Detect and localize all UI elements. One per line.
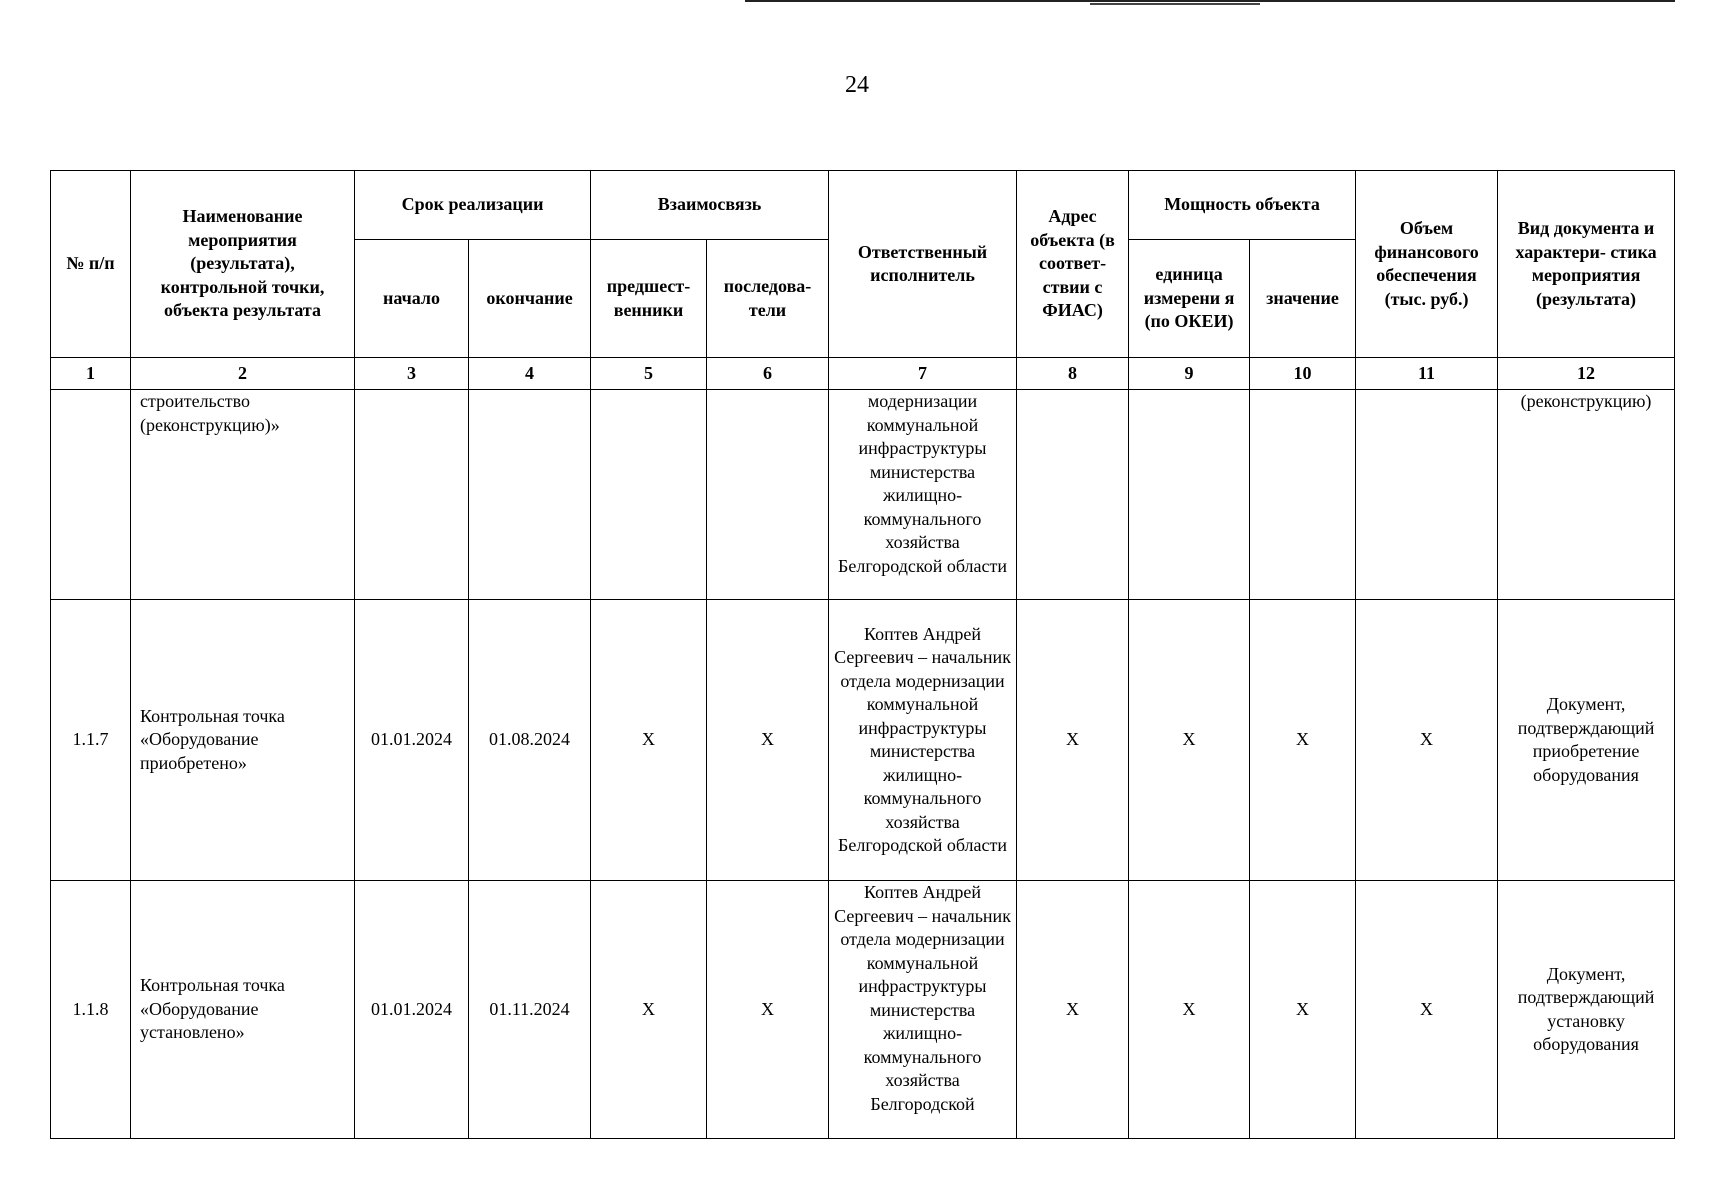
cell-num: 1.1.8 — [51, 881, 131, 1139]
column-number: 8 — [1017, 358, 1129, 390]
cell-value: Х — [1250, 881, 1356, 1139]
cell-unit — [1129, 390, 1250, 600]
column-number: 2 — [131, 358, 355, 390]
table-row — [51, 390, 1675, 600]
table-row — [51, 881, 1675, 1139]
cell-num: 1.1.7 — [51, 600, 131, 881]
scan-edge-line — [1090, 3, 1260, 5]
column-number: 4 — [469, 358, 591, 390]
cell-pred — [591, 390, 707, 600]
header-power: Мощность объекта — [1129, 171, 1356, 240]
cell-address: Х — [1017, 881, 1129, 1139]
cell-num — [51, 390, 131, 600]
cell-end: 01.11.2024 — [469, 881, 591, 1139]
column-number: 5 — [591, 358, 707, 390]
cell-executor: модернизации коммунальной инфраструктуры министерства жилищно- коммунального хозяйства Белгородской области — [829, 390, 1017, 600]
column-number: 7 — [829, 358, 1017, 390]
header-col-7: Ответственный исполнитель — [829, 171, 1017, 358]
column-number: 6 — [707, 358, 829, 390]
cell-value — [1250, 390, 1356, 600]
cell-start: 01.01.2024 — [355, 600, 469, 881]
cell-start: 01.01.2024 — [355, 881, 469, 1139]
cell-unit: Х — [1129, 600, 1250, 881]
cell-next: Х — [707, 600, 829, 881]
header-col-4: окончание — [469, 240, 591, 358]
cell-end: 01.08.2024 — [469, 600, 591, 881]
column-number: 10 — [1250, 358, 1356, 390]
cell-pred: Х — [591, 600, 707, 881]
cell-finance — [1356, 390, 1498, 600]
plan-table — [50, 170, 1675, 1139]
cell-name: Контрольная точка «Оборудование установлено» — [131, 881, 355, 1139]
cell-address — [1017, 390, 1129, 600]
header-col-12: Вид документа и характери- стика мероприятия (результата) — [1498, 171, 1675, 358]
cell-value: Х — [1250, 600, 1356, 881]
cell-executor: Коптев Андрей Сергеевич – начальник отдела модернизации коммунальной инфраструктуры министерства жилищно- коммунального хозяйства Белгородской области — [829, 600, 1017, 881]
cell-document: Документ, подтверждающий установку оборудования — [1498, 881, 1675, 1139]
cell-next: Х — [707, 881, 829, 1139]
cell-address: Х — [1017, 600, 1129, 881]
cell-name: Контрольная точка «Оборудование приобретено» — [131, 600, 355, 881]
cell-next — [707, 390, 829, 600]
header-col-8: Адрес объекта (в соответ- ствии с ФИАС) — [1017, 171, 1129, 358]
header-col-3: начало — [355, 240, 469, 358]
cell-start — [355, 390, 469, 600]
header-col-5: предшест- венники — [591, 240, 707, 358]
cell-pred: Х — [591, 881, 707, 1139]
page-number: 24 — [845, 72, 869, 98]
cell-finance: Х — [1356, 881, 1498, 1139]
column-number: 11 — [1356, 358, 1498, 390]
header-col-9: единица измерени я (по ОКЕИ) — [1129, 240, 1250, 358]
column-number: 1 — [51, 358, 131, 390]
column-number: 9 — [1129, 358, 1250, 390]
table-header — [51, 171, 1675, 390]
scan-edge-line — [745, 0, 1675, 2]
cell-document: (реконструкцию) — [1498, 390, 1675, 600]
column-number: 3 — [355, 358, 469, 390]
cell-end — [469, 390, 591, 600]
cell-document: Документ, подтверждающий приобретение оборудования — [1498, 600, 1675, 881]
header-col-11: Объем финансового обеспечения (тыс. руб.) — [1356, 171, 1498, 358]
header-term: Срок реализации — [355, 171, 591, 240]
column-number: 12 — [1498, 358, 1675, 390]
header-col-1: № п/п — [51, 171, 131, 358]
column-number-row — [51, 358, 1675, 390]
cell-unit: Х — [1129, 881, 1250, 1139]
cell-finance: Х — [1356, 600, 1498, 881]
header-col-6: последова- тели — [707, 240, 829, 358]
table-row — [51, 600, 1675, 881]
cell-executor: Коптев Андрей Сергеевич – начальник отдела модернизации коммунальной инфраструктуры министерства жилищно- коммунального хозяйства Белгородской — [829, 881, 1017, 1139]
header-link: Взаимосвязь — [591, 171, 829, 240]
cell-name: строительство (реконструкцию)» — [131, 390, 355, 600]
header-col-10: значение — [1250, 240, 1356, 358]
header-col-2: Наименование мероприятия (результата), контрольной точки, объекта результата — [131, 171, 355, 358]
